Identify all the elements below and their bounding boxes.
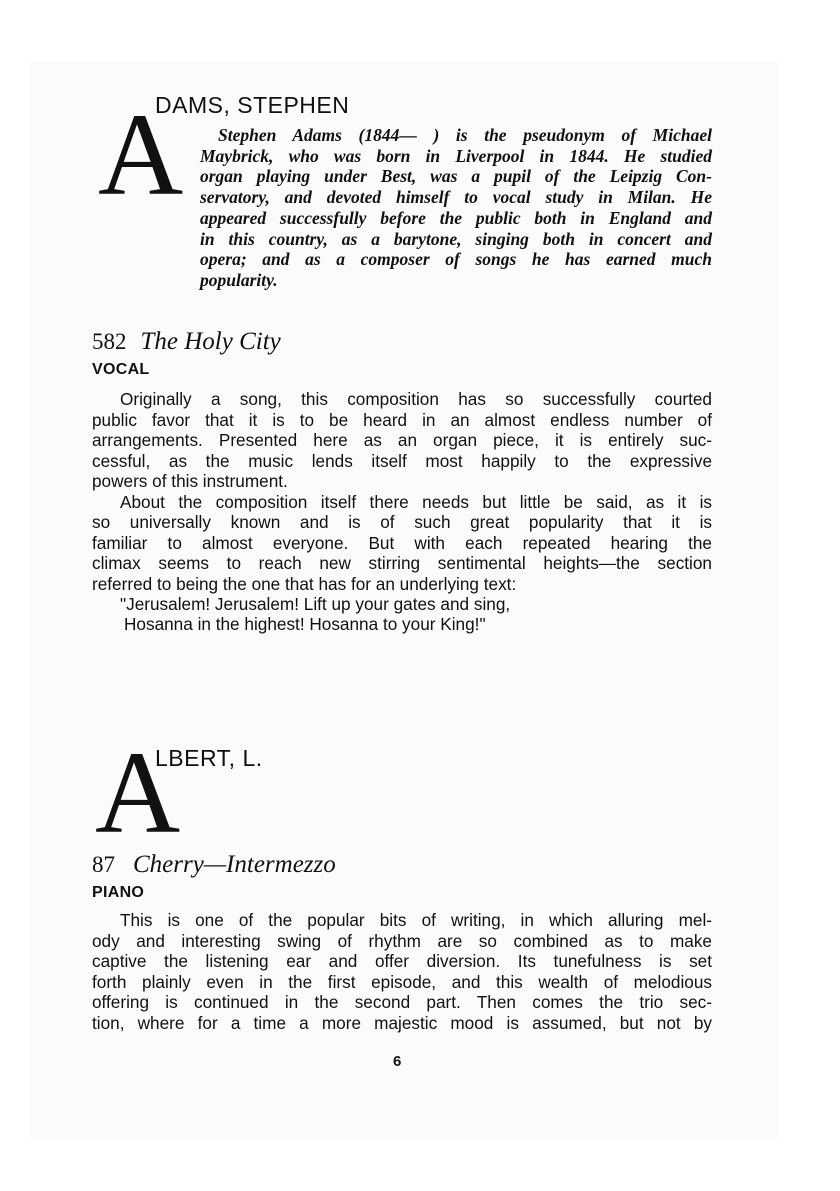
paragraph-line: captive the listening ear and offer diversion. Its tunefulness is set <box>92 951 712 971</box>
entry-description-cherry <box>92 910 712 1033</box>
entry-header-holy-city <box>92 328 281 356</box>
paragraph-line: forth plainly even in the first episode, and this wealth of melodious <box>92 971 712 992</box>
bio-line: Maybrick, who was born in Liverpool in 1844. He studied <box>200 145 712 166</box>
bio-line: popularity. <box>200 269 278 290</box>
entry-header-cherry <box>92 851 336 879</box>
entry-title: The Holy City <box>140 328 281 355</box>
entry-description-holy-city <box>92 389 712 594</box>
paragraph-line: climax seems to reach new stirring sentimental heights—the section <box>92 553 712 573</box>
entry-title: Cherry—Intermezzo <box>133 851 336 878</box>
paragraph-line: cessful, as the music lends itself most happily to the expressive <box>92 450 712 471</box>
entry-category: VOCAL <box>92 361 150 378</box>
entry-number: 582 <box>92 329 127 354</box>
paragraph-line: Originally a song, this composition has so successfully courted <box>120 389 712 409</box>
entry-category: PIANO <box>92 884 145 901</box>
paragraph-line: arrangements. Presented here as an organ piece, it is entirely suc- <box>92 430 712 450</box>
quote-line: Hosanna in the highest! Hosanna to your King!" <box>124 614 486 634</box>
composer-heading-adams: DAMS, STEPHEN <box>155 92 350 118</box>
dropcap-albert: A <box>95 727 181 858</box>
paragraph-line: This is one of the popular bits of writing, in which alluring mel- <box>120 910 712 930</box>
bio-line: in this country, as a barytone, singing both in concert and <box>200 228 712 249</box>
paragraph-line: offering is continued in the second part. Then comes the trio sec- <box>92 992 712 1012</box>
bio-line: Stephen Adams (1844— ) is the pseudonym of Michael <box>218 125 712 145</box>
paragraph-line: referred to being the one that has for an underlying text: <box>92 573 517 594</box>
paragraph-line: public favor that it is to be heard in an almost endless number of <box>92 409 712 430</box>
paragraph-line: powers of this instrument. <box>92 471 288 491</box>
page-number: 6 <box>393 1053 402 1070</box>
composer-heading-albert: LBERT, L. <box>155 745 263 771</box>
bio-line: servatory, and devoted himself to vocal study in Milan. He <box>200 187 712 208</box>
paragraph-line: familiar to almost everyone. But with each repeated hearing the <box>92 532 712 553</box>
paragraph-line: so universally known and is of such great popularity that it is <box>92 512 712 532</box>
bio-line: opera; and as a composer of songs he has earned much <box>200 249 712 270</box>
paragraph-line: About the composition itself there needs but little be said, as it is <box>120 491 712 512</box>
bio-line: appeared successfully before the public both in England and <box>200 207 712 228</box>
composer-bio-adams <box>200 125 712 291</box>
paragraph-line: ody and interesting swing of rhythm are so combined as to make <box>92 930 712 951</box>
bio-line: organ playing under Best, was a pupil of the Leipzig Con- <box>200 166 712 187</box>
quote-line: "Jerusalem! Jerusalem! Lift up your gates and sing, <box>120 594 511 614</box>
entry-number: 87 <box>92 852 115 877</box>
dropcap-adams: A <box>98 89 184 220</box>
paragraph-line: tion, where for a time a more majestic mood is assumed, but not by <box>92 1012 712 1033</box>
